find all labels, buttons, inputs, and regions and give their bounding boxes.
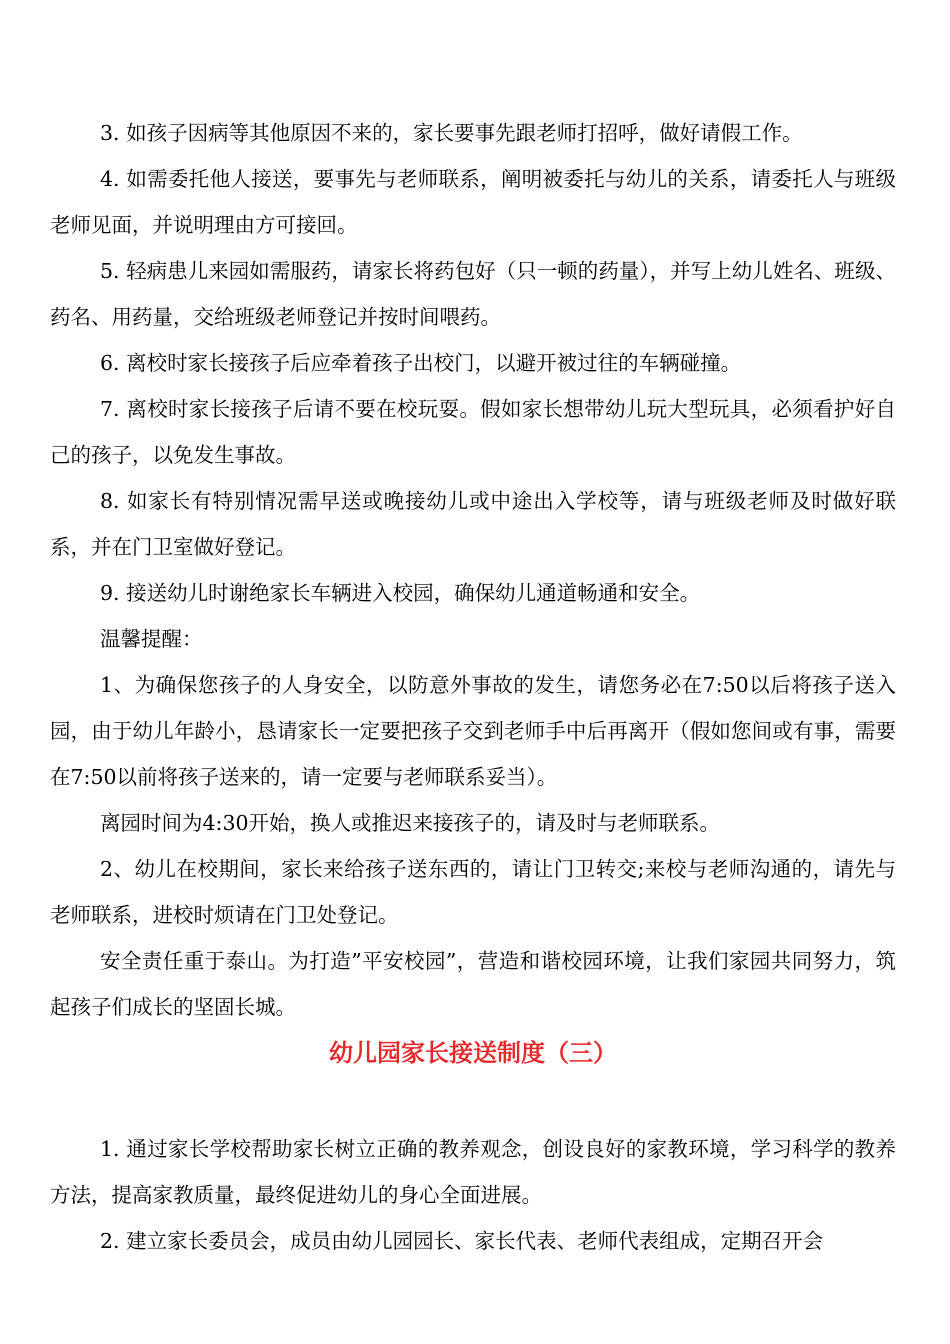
document-page bbox=[50, 110, 896, 1264]
paragraph-item-4: 4. 如需委托他人接送，要事先与老师联系，阐明被委托与幼儿的关系，请委托人与班级老师见面，并说明理由方可接回。 bbox=[50, 167, 896, 237]
paragraph-item-6: 6. 离校时家长接孩子后应牵着孩子出校门，以避开被过往的车辆碰撞。 bbox=[100, 351, 742, 375]
rule-item-1: 1. 通过家长学校帮助家长树立正确的教养观念，创设良好的家教环境，学习科学的教养方法，提高家教质量，最终促进幼儿的身心全面进展。 bbox=[50, 1137, 896, 1207]
paragraph-item-9: 9. 接送幼儿时谢绝家长车辆进入校园，确保幼儿通道畅通和安全。 bbox=[100, 581, 701, 605]
closing-paragraph: 安全责任重于泰山。为打造”平安校园”，营造和谐校园环境，让我们家园共同努力，筑起孩子们成长的坚固长城。 bbox=[50, 949, 896, 1019]
reminder-heading: 温馨提醒： bbox=[100, 627, 203, 651]
reminder-item-2: 2、幼儿在校期间，家长来给孩子送东西的，请让门卫转交;来校与老师沟通的，请先与老师联系，进校时烦请在门卫处登记。 bbox=[50, 857, 896, 927]
paragraph-item-8: 8. 如家长有特别情况需早送或晚接幼儿或中途出入学校等，请与班级老师及时做好联系，并在门卫室做好登记。 bbox=[50, 489, 896, 559]
paragraph-item-3: 3. 如孩子因病等其他原因不来的，家长要事先跟老师打招呼，做好请假工作。 bbox=[100, 121, 803, 145]
section-title: 幼儿园家长接送制度（三） bbox=[329, 1038, 617, 1067]
rule-item-2: 2. 建立家长委员会，成员由幼儿园园长、家长代表、老师代表组成，定期召开会 bbox=[100, 1229, 824, 1253]
reminder-item-1: 1、为确保您孩子的人身安全，以防意外事故的发生，请您务必在7:50以后将孩子送入园，由于幼儿年龄小，恳请家长一定要把孩子交到老师手中后再离开（假如您间或有事，需要在7:50以前将孩子送来的，请一定要与老师联系妥当）。 bbox=[50, 673, 896, 789]
paragraph-item-7: 7. 离校时家长接孩子后请不要在校玩耍。假如家长想带幼儿玩大型玩具，必须看护好自己的孩子，以免发生事故。 bbox=[50, 397, 896, 467]
pickup-time-note: 离园时间为4:30开始，换人或推迟来接孩子的，请及时与老师联系。 bbox=[100, 811, 721, 835]
paragraph-item-5: 5. 轻病患儿来园如需服药，请家长将药包好（只一顿的药量），并写上幼儿姓名、班级、药名、用药量，交给班级老师登记并按时间喂药。 bbox=[50, 259, 896, 329]
